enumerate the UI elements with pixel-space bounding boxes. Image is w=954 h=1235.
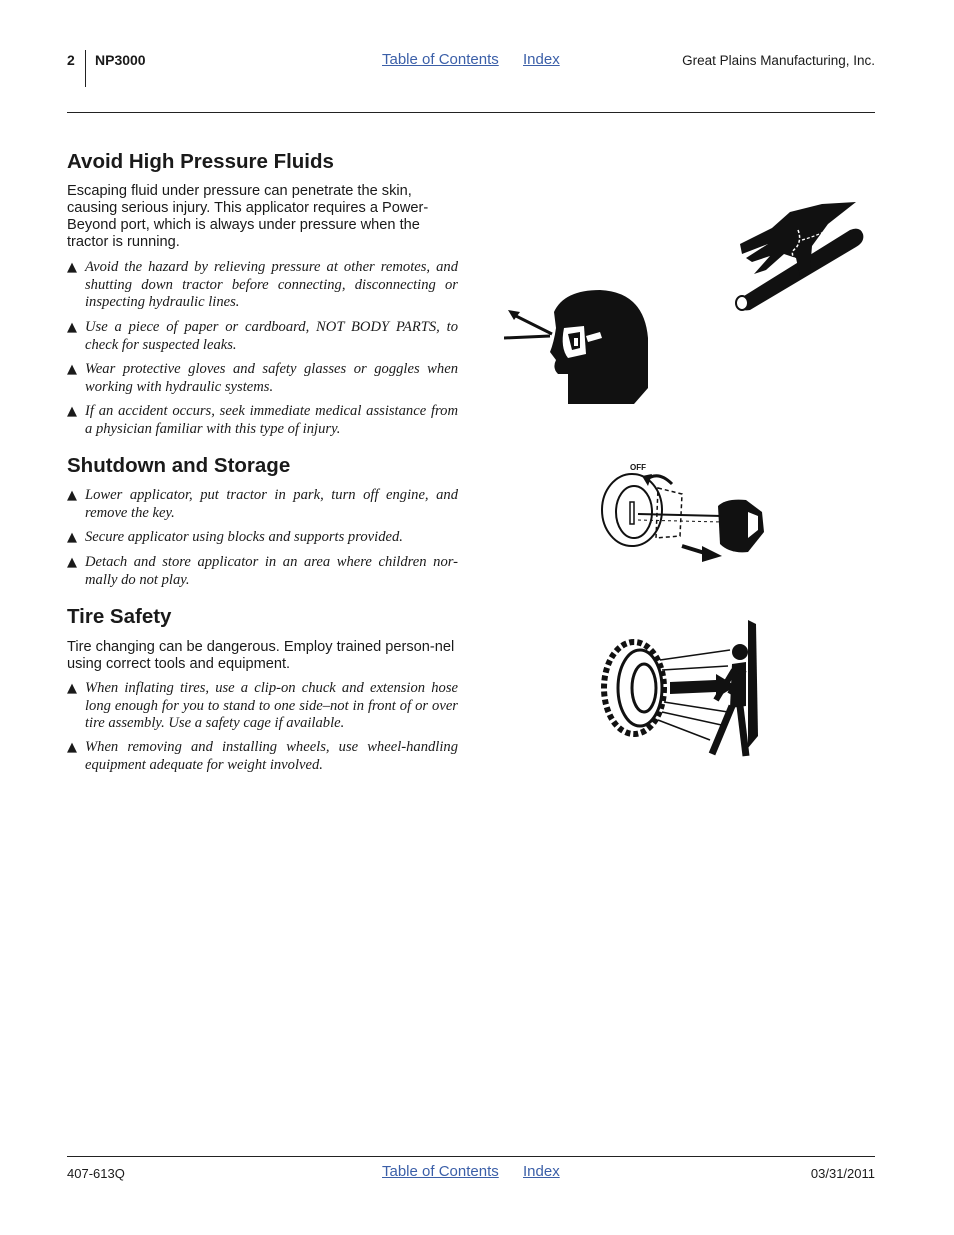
page-number: 2 <box>67 52 75 68</box>
list-item: ▲ Avoid the hazard by relieving pressure at other remotes, and shutting down tractor before connecting, disconnecting or inspecting hydraulic lines. <box>67 259 458 310</box>
section-intro-high-pressure: Escaping fluid under pressure can penetrate the skin, causing serious injury. This applicator requires a Power-Beyond port, which is always under pressure when the tractor is running. <box>67 183 429 250</box>
bullet-triangle-icon: ▲ <box>67 530 77 545</box>
ignition-key-off-icon <box>598 458 770 564</box>
index-link[interactable]: Index <box>523 51 560 68</box>
list-item: ▲ Detach and store applicator in an area where children nor-mally do not play. <box>67 554 458 588</box>
bullet-triangle-icon: ▲ <box>67 404 77 419</box>
toc-link[interactable]: Table of Contents <box>382 51 499 68</box>
bullet-triangle-icon: ▲ <box>67 320 77 335</box>
bullet-triangle-icon: ▲ <box>67 740 77 755</box>
footer-toc-link[interactable]: Table of Contents <box>382 1163 499 1180</box>
footer-index-link[interactable]: Index <box>523 1163 560 1180</box>
bullet-triangle-icon: ▲ <box>67 362 77 377</box>
section-heading-high-pressure: Avoid High Pressure Fluids <box>67 150 334 173</box>
safety-goggles-head-icon <box>504 288 654 406</box>
list-item: ▲ Wear protective gloves and safety glasses or goggles when working with hydraulic systems. <box>67 361 458 395</box>
bullet-triangle-icon: ▲ <box>67 260 77 275</box>
bullet-triangle-icon: ▲ <box>67 488 77 503</box>
page-footer <box>67 1156 875 1197</box>
list-item: ▲ When inflating tires, use a clip-on chuck and extension hose long enough for you to stand to one side–not in front of or over tire assembly. Use a safety cage if available. <box>67 680 458 731</box>
document-number: 407-613Q <box>67 1166 125 1181</box>
revision-date: 03/31/2011 <box>810 1166 875 1181</box>
header-divider <box>85 50 86 87</box>
list-item: ▲ If an accident occurs, seek immediate medical assistance from a physician familiar with this type of injury. <box>67 403 458 437</box>
list-item: ▲ Secure applicator using blocks and supports provided. <box>67 529 403 545</box>
tire-explosion-hazard-icon <box>600 616 764 762</box>
model-name: NP3000 <box>95 52 146 68</box>
hand-leak-hazard-icon <box>732 200 868 312</box>
section-heading-tire: Tire Safety <box>67 605 172 628</box>
list-item: ▲ Lower applicator, put tractor in park, turn off engine, and remove the key. <box>67 487 458 521</box>
list-item: ▲ Use a piece of paper or cardboard, NOT BODY PARTS, to check for suspected leaks. <box>67 319 458 353</box>
page-header <box>67 50 875 113</box>
company-name: Great Plains Manufacturing, Inc. <box>682 53 875 68</box>
section-heading-shutdown: Shutdown and Storage <box>67 454 291 477</box>
bullet-triangle-icon: ▲ <box>67 681 77 696</box>
off-label: OFF <box>630 463 646 472</box>
bullet-triangle-icon: ▲ <box>67 555 77 570</box>
section-intro-tire: Tire changing can be dangerous. Employ trained person-nel using correct tools and equipment. <box>67 639 455 672</box>
list-item: ▲ When removing and installing wheels, use wheel-handling equipment adequate for weight involved. <box>67 739 458 773</box>
